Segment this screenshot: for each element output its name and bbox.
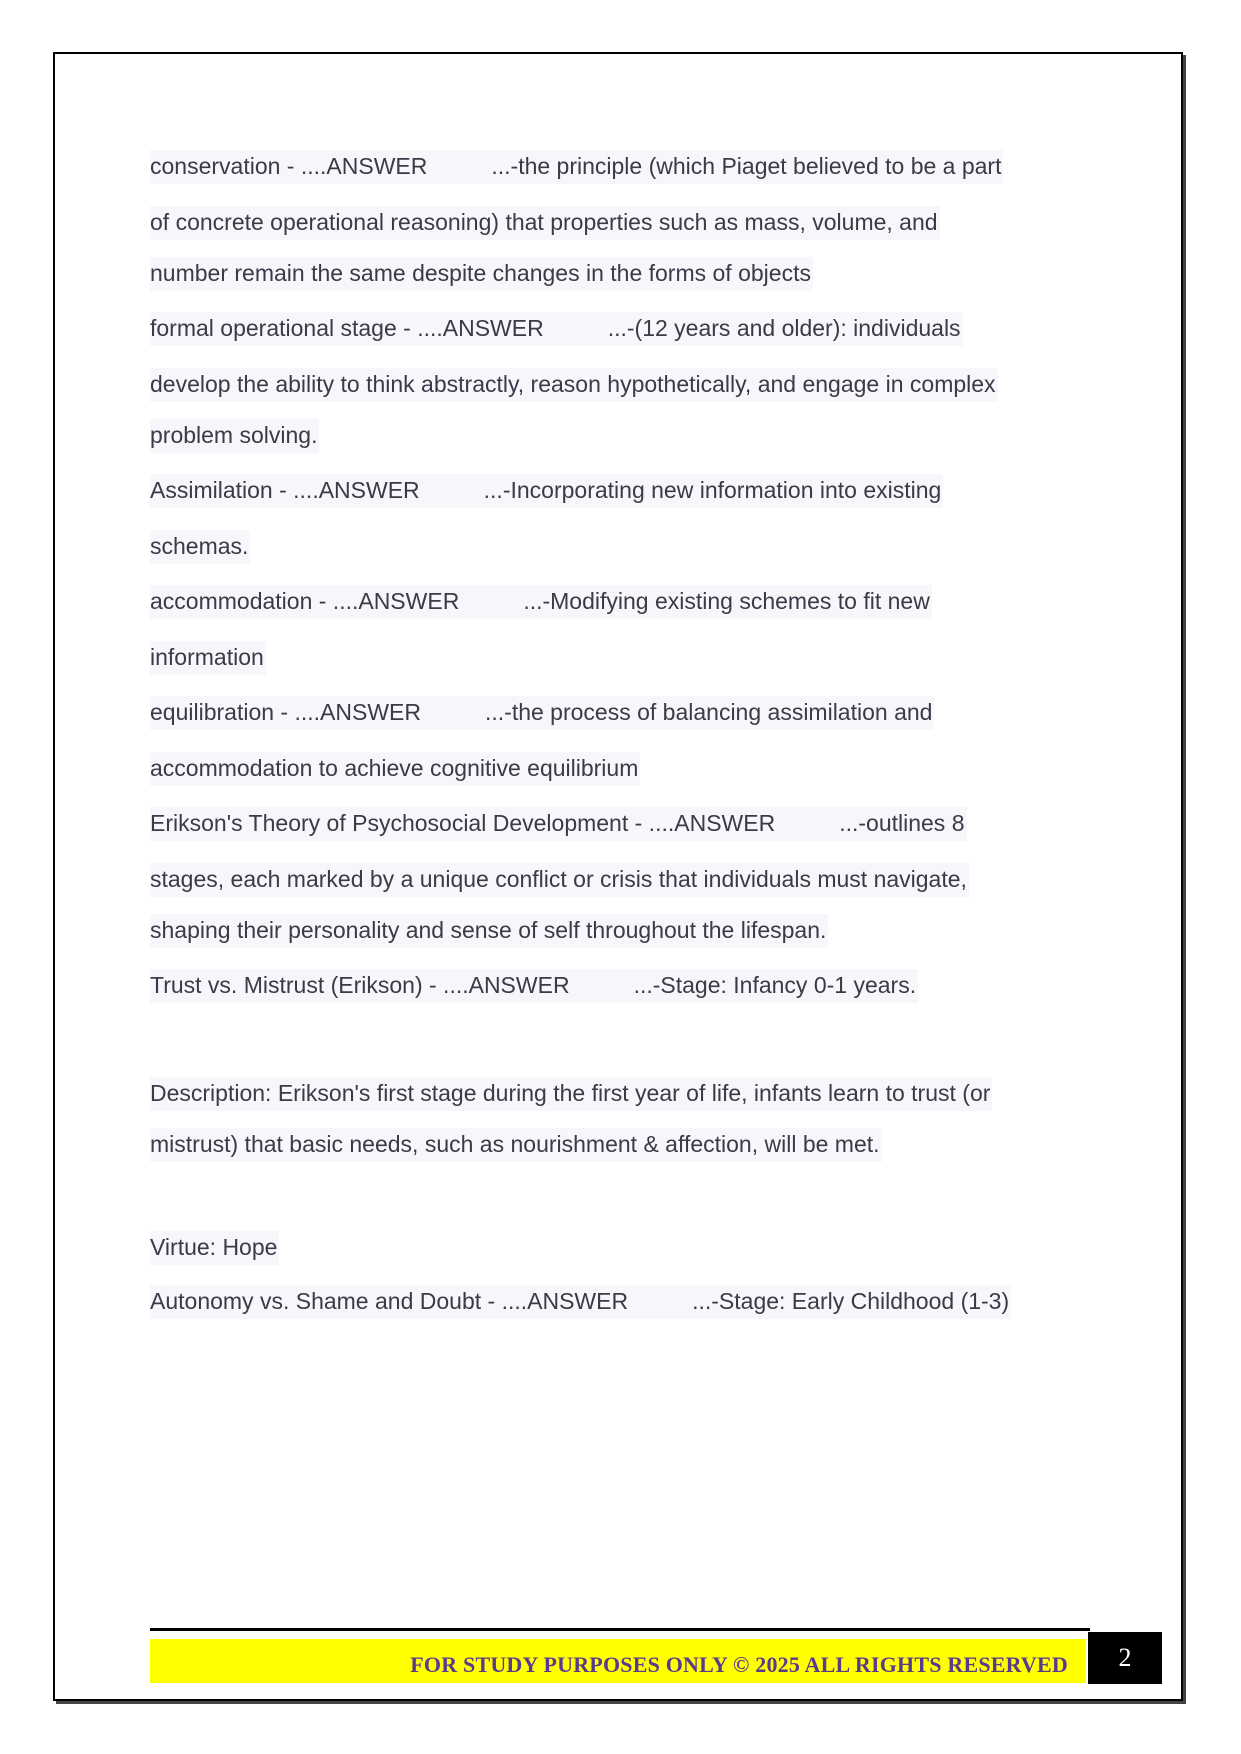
entry-definition: ...-Incorporating new information into existing: [483, 477, 942, 503]
footer-band: [150, 1639, 1086, 1683]
entry-continuation: information: [150, 641, 266, 675]
entry-assimilation: [150, 474, 943, 508]
entry-accommodation: [150, 585, 932, 619]
entry-continuation: stages, each marked by a unique conflict or crisis that individuals must navigate,: [150, 863, 969, 897]
entry-term: Autonomy vs. Shame and Doubt - ....ANSWER: [150, 1288, 629, 1314]
entry-virtue: Virtue: Hope: [150, 1231, 279, 1265]
entry-continuation: Description: Erikson's first stage during the first year of life, infants learn to trust (or: [150, 1077, 992, 1111]
page-number: 2: [1088, 1632, 1162, 1684]
entry-continuation: shaping their personality and sense of self throughout the lifespan.: [150, 914, 828, 948]
entry-continuation: number remain the same despite changes in the forms of objects: [150, 257, 813, 291]
entry-continuation: mistrust) that basic needs, such as nourishment & affection, will be met.: [150, 1128, 882, 1162]
entry-continuation: of concrete operational reasoning) that properties such as mass, volume, and: [150, 206, 940, 240]
entry-continuation: problem solving.: [150, 419, 319, 453]
entry-term: equilibration - ....ANSWER: [150, 699, 421, 725]
entry-definition: ...-Modifying existing schemes to fit new: [523, 588, 930, 614]
entry-term: Erikson's Theory of Psychosocial Development - ....ANSWER: [150, 810, 776, 836]
entry-formal-operational-stage: [150, 312, 963, 346]
footer-rule: [150, 1628, 1090, 1631]
entry-definition: ...-the principle (which Piaget believed to be a part: [491, 153, 1002, 179]
entry-term: conservation - ....ANSWER: [150, 153, 428, 179]
entry-definition: ...-the process of balancing assimilation and: [484, 699, 933, 725]
entry-term: accommodation - ....ANSWER: [150, 588, 460, 614]
entry-term: formal operational stage - ....ANSWER: [150, 315, 544, 341]
entry-term: Trust vs. Mistrust (Erikson) - ....ANSWER: [150, 972, 570, 998]
footer-notice: FOR STUDY PURPOSES ONLY © 2025 ALL RIGHTS RESERVED: [410, 1652, 1068, 1677]
entry-continuation: accommodation to achieve cognitive equilibrium: [150, 752, 640, 786]
entry-trust-vs-mistrust: [150, 969, 918, 1003]
entry-continuation: schemas.: [150, 530, 250, 564]
entry-definition: ...-Stage: Infancy 0-1 years.: [633, 972, 917, 998]
entry-autonomy-vs-shame: [150, 1285, 1011, 1319]
entry-definition: ...-(12 years and older): individuals: [607, 315, 961, 341]
entry-definition: ...-outlines 8: [839, 810, 965, 836]
entry-continuation: develop the ability to think abstractly, reason hypothetically, and engage in complex: [150, 368, 998, 402]
entry-erikson-theory: [150, 807, 967, 841]
entry-term: Assimilation - ....ANSWER: [150, 477, 420, 503]
entry-equilibration: [150, 696, 934, 730]
entry-definition: ...-Stage: Early Childhood (1-3): [692, 1288, 1010, 1314]
entry-conservation: [150, 150, 1003, 184]
